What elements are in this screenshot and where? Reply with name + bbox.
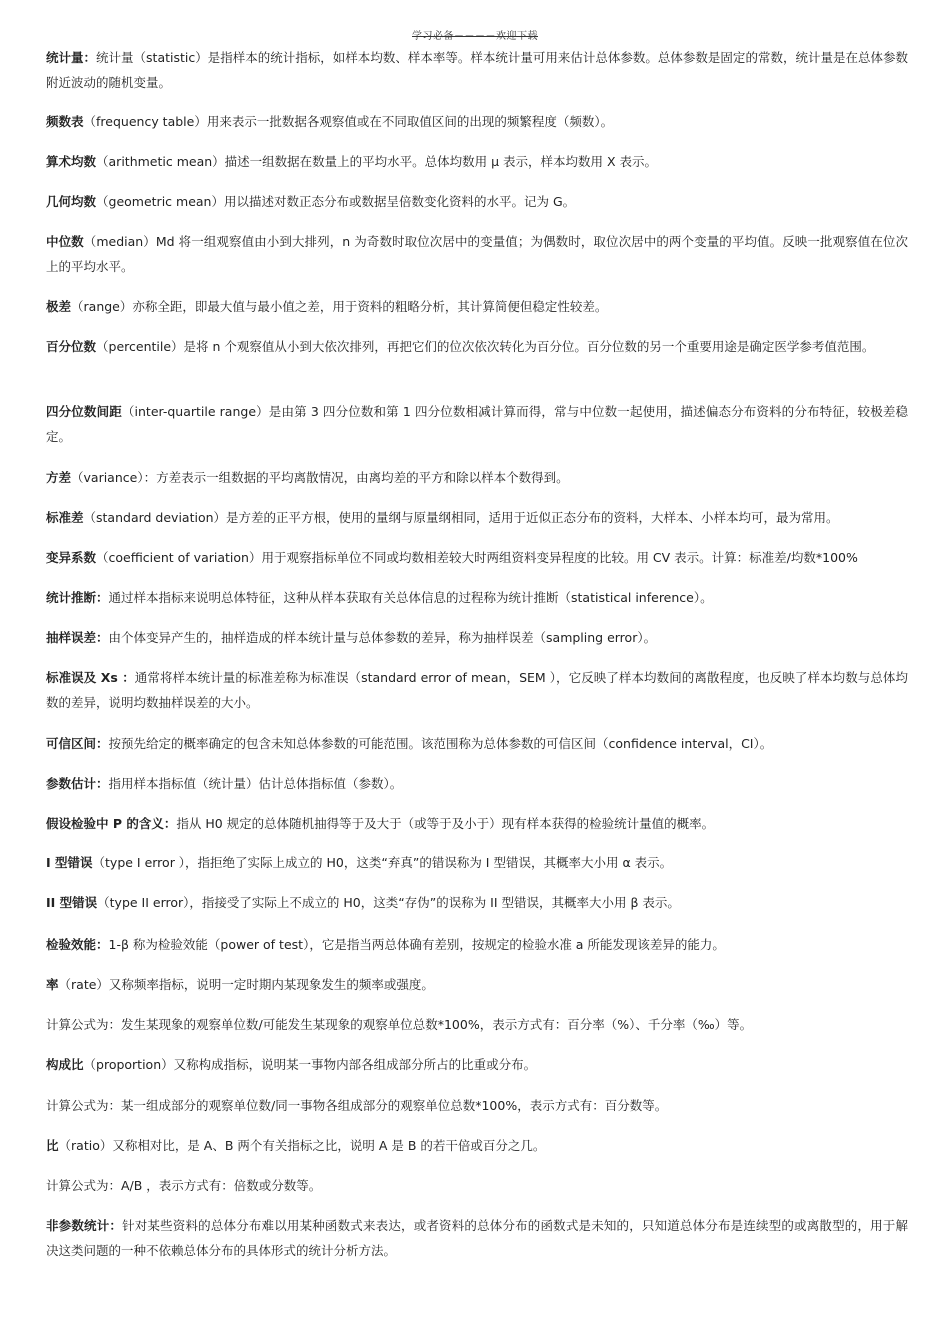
entry-text: （ratio）又称相对比，是 A、B 两个有关指标之比，说明 A 是 B 的若干倍或百分之几。 xyxy=(58,1138,546,1153)
entry-type-i-error xyxy=(46,850,908,875)
entry-term: 统计推断： xyxy=(46,590,109,605)
entry-rate xyxy=(46,972,908,997)
entry-term: 四分位数间距 xyxy=(46,404,122,419)
entry-term: 检验效能： xyxy=(46,937,109,952)
entry-type-ii-error xyxy=(46,890,908,915)
entry-text: （median）Md 将一组观察值由小到大排列，n 为奇数时取位次居中的变量值；为偶数时，取位次居中的两个变量的平均值。反映一批观察值在位次上的平均水平。 xyxy=(46,234,908,274)
entry-text: （arithmetic mean）描述一组数据在数量上的平均水平。总体均数用 μ 表示，样本均数用 X 表示。 xyxy=(96,154,658,169)
entry-term: 方差 xyxy=(46,470,72,485)
entry-term: 标准误及 Xs ： xyxy=(46,670,135,685)
entry-text: （standard deviation）是方差的正平方根，使用的量纲与原量纲相同，适用于近似正态分布的资料，大样本、小样本均可，最为常用。 xyxy=(83,510,839,525)
page-header: 学习必备－－－－欢迎下载 xyxy=(412,31,538,42)
entry-text: （proportion）又称构成指标，说明某一事物内部各组成部分所占的比重或分布。 xyxy=(83,1057,537,1072)
entry-variance xyxy=(46,465,908,490)
entry-power xyxy=(46,932,908,957)
entry-statistic xyxy=(46,45,908,95)
entry-cv xyxy=(46,545,908,570)
entry-text: 通常将样本统计量的标准差称为标准误（standard error of mean，SEM ），它反映了样本均数间的离散程度，也反映了样本均数与总体均数的差异，说明均数抽样误差的大小。 xyxy=(46,670,908,710)
entry-text: （type II error），指接受了实际上不成立的 H0，这类“存伪”的误称为 II 型错误，其概率大小用 β 表示。 xyxy=(97,895,680,910)
entry-term: 百分位数 xyxy=(46,339,97,354)
entry-standard-error xyxy=(46,665,908,715)
entry-term: 统计量： xyxy=(46,50,97,65)
entry-text: （rate）又称频率指标，说明一定时期内某现象发生的频率或强度。 xyxy=(58,977,434,992)
entry-text: 1-β 称为检验效能（power of test），它是指当两总体确有差别，按规定的检验水准 a 所能发现该差异的能力。 xyxy=(108,937,725,952)
entry-text: （inter-quartile range）是由第 3 四分位数和第 1 四分位数相减计算而得，常与中位数一起使用，描述偏态分布资料的分布特征，较极差稳定。 xyxy=(46,404,908,444)
entry-text: 由个体变异产生的，抽样造成的样本统计量与总体参数的差异，称为抽样误差（sampling error）。 xyxy=(108,630,657,645)
entry-iqr xyxy=(46,399,908,449)
entry-term: 可信区间： xyxy=(46,736,109,751)
entry-term: 标准差 xyxy=(46,510,84,525)
entry-confidence-interval xyxy=(46,731,908,756)
entry-text: （percentile）是将 n 个观察值从小到大依次排列，再把它们的位次依次转化为百分位。百分位数的另一个重要用途是确定医学参考值范围。 xyxy=(96,339,875,354)
entry-text: （type I error ），指拒绝了实际上成立的 H0，这类“弃真”的错误称为 I 型错误，其概率大小用 α 表示。 xyxy=(92,855,673,870)
entry-ratio xyxy=(46,1133,908,1158)
entry-text: （variance）：方差表示一组数据的平均离散情况，由离均差的平方和除以样本个数得到。 xyxy=(71,470,569,485)
entry-median xyxy=(46,229,908,279)
entry-parameter-estimation xyxy=(46,771,908,796)
entry-geometric-mean xyxy=(46,189,908,214)
entry-term: 抽样误差： xyxy=(46,630,109,645)
entry-text: （frequency table）用来表示一批数据各观察值或在不同取值区间的出现的频繁程度（频数）。 xyxy=(83,114,614,129)
entry-term: 非参数统计： xyxy=(46,1218,123,1233)
entry-frequency-table xyxy=(46,109,908,134)
entry-term: 变异系数 xyxy=(46,550,97,565)
entry-text: （geometric mean）用以描述对数正态分布或数据呈倍数变化资料的水平。记为 G。 xyxy=(96,194,576,209)
entry-proportion-formula xyxy=(46,1093,908,1118)
entry-text: 统计量（statistic）是指样本的统计指标，如样本均数、样本率等。样本统计量可用来估计总体参数。总体参数是固定的常数，统计量是在总体参数附近波动的随机变量。 xyxy=(46,50,908,90)
entry-term: 假设检验中 P 的含义： xyxy=(46,816,177,831)
entry-term: II 型错误 xyxy=(46,895,98,910)
entry-term: 构成比 xyxy=(46,1057,84,1072)
entry-rate-formula xyxy=(46,1012,908,1037)
entry-statistical-inference xyxy=(46,585,908,610)
entry-text: 通过样本指标来说明总体特征，这种从样本获取有关总体信息的过程称为统计推断（statistical inference）。 xyxy=(108,590,713,605)
entry-text: 针对某些资料的总体分布难以用某种函数式来表达，或者资料的总体分布的函数式是未知的，只知道总体分布是连续型的或离散型的，用于解决这类问题的一种不依赖总体分布的具体形式的统计分析方法。 xyxy=(46,1218,908,1258)
entry-term: 率 xyxy=(46,977,59,992)
entry-term: 比 xyxy=(46,1138,59,1153)
entry-term: 频数表 xyxy=(46,114,84,129)
entry-text: （coefficient of variation）用于观察指标单位不同或均数相差较大时两组资料变异程度的比较。用 CV 表示。计算：标准差/均数*100% xyxy=(96,550,858,565)
entry-term: 参数估计： xyxy=(46,776,109,791)
entry-term: 算术均数 xyxy=(46,154,97,169)
entry-term: 几何均数 xyxy=(46,194,97,209)
entry-standard-deviation xyxy=(46,505,908,530)
entry-text: 指用样本指标值（统计量）估计总体指标值（参数）。 xyxy=(108,776,403,791)
entry-term: 极差 xyxy=(46,299,72,314)
entry-text: 指从 H0 规定的总体随机抽得等于及大于（或等于及小于）现有样本获得的检验统计量值的概率。 xyxy=(176,816,715,831)
entry-p-value xyxy=(46,811,908,836)
entry-term: I 型错误 xyxy=(46,855,93,870)
entry-text: （range）亦称全距，即最大值与最小值之差，用于资料的粗略分析，其计算简便但稳定性较差。 xyxy=(71,299,608,314)
entry-text: 计算公式为：发生某现象的观察单位数/可能发生某现象的观察单位总数*100%，表示方式有：百分率（%）、千分率（‰）等。 xyxy=(46,1017,753,1032)
entry-proportion xyxy=(46,1052,908,1077)
entry-text: 按预先给定的概率确定的包含未知总体参数的可能范围。该范围称为总体参数的可信区间（confidence interval，CI）。 xyxy=(108,736,773,751)
entry-sampling-error xyxy=(46,625,908,650)
entry-ratio-formula xyxy=(46,1173,908,1198)
entry-range xyxy=(46,294,908,319)
entry-nonparametric xyxy=(46,1213,908,1263)
entry-text: 计算公式为：A/B ，表示方式有：倍数或分数等。 xyxy=(46,1178,322,1193)
entry-text: 计算公式为：某一组成部分的观察单位数/同一事物各组成部分的观察单位总数*100%，表示方式有：百分数等。 xyxy=(46,1098,668,1113)
entry-percentile xyxy=(46,334,908,359)
entry-arithmetic-mean xyxy=(46,149,908,174)
entry-term: 中位数 xyxy=(46,234,84,249)
